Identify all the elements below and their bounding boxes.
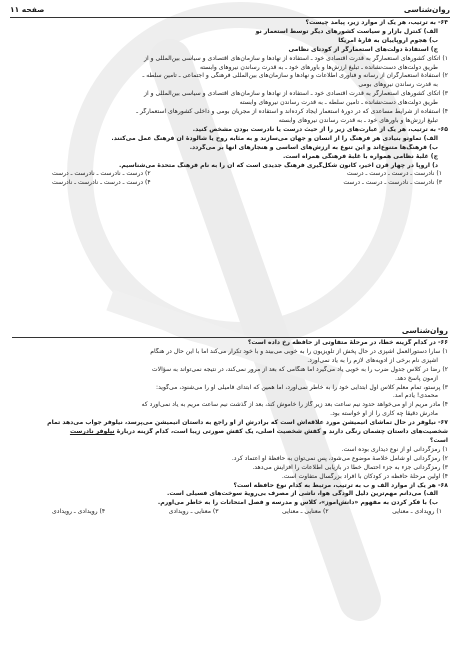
q65-item-a: الف) تماوتو بنیادی هر فرهنگ را از انسان و جهان می‌سازند و به مثابه روح یا شالودهٔ آن فرهنگ عمل می‌کنند. [111, 134, 438, 142]
questions-part2 [12, 339, 448, 517]
q65-option-4: ۴) درست ـ درست ـ نادرست ـ نادرست [52, 179, 151, 187]
q66-option-1-cont: آشپزی نام برخی از ادویه‌های لازم را به یاد نمی‌آورد. [307, 356, 438, 364]
q65-item-b: ب) فرهنگ‌ها متنوع‌اند و این تنوع به ارزش‌های اساسی و هنجارهای آنها بر می‌گردد. [189, 143, 438, 151]
q64-option-2-cont: به قدرت رساندن نیروهای بومی [358, 81, 438, 89]
question-65-stem: ۶۵- به ترتیب، هر یک از عبارت‌های زیر را از حیث درست یا نادرست بودن مشخص کنید. [192, 125, 448, 133]
q68-options-row [12, 508, 448, 517]
q64-option-2: ۲) استفادهٔ استعمارگران از رسانه و فناوری اطلاعات و نهادها و سازمان‌های بین‌المللی فرهنگی و اجتماعی ـ تأمین سلطه ـ [142, 72, 448, 80]
q64-option-1: ۱) اتکای کشورهای استعمارگر به قدرت اقتصادی خود ـ استفاده از نهادها و سازمان‌های اقتصادی و سیاسی بین‌المللی و از [144, 54, 448, 62]
q67-option-1: ۱) رمزگردانی او از نوع دیداری بوده است. [341, 445, 448, 453]
q64-item-a: الف) کنترل بازار و سیاست کشورهای دیگر توسط استعمار نو [255, 27, 438, 35]
q65-item-d: د) اروپا در چهار قرن اخیر، کانون شکل‌گیری فرهنگ جدیدی است که آن را به نام فرهنگ متحدهٔ می‌شناسیم. [119, 161, 438, 169]
question-66-stem: ۶۶- در کدام گزینه خطا، در مرحلهٔ متفاوتی از حافظه رخ داده است؟ [247, 339, 448, 346]
question-68-stem: ۶۸- هر یک از موارد الف و ب به ترتیب، مرتبط به کدام نوع حافظه است؟ [233, 481, 448, 489]
q66-option-2-cont: آزمون پاسخ دهد. [394, 374, 438, 382]
q66-option-4-cont: مادرش دقیقاً چه کاری را از او خواسته بود. [330, 410, 438, 418]
q64-option-4-cont: تبلیغ ارزش‌ها و باورهای خود ـ به قدرت رساندن نیروهای وابسته [278, 116, 438, 124]
page-header [10, 2, 450, 17]
q68-item-a: الف) می‌دانم مهم‌ترین دلیل آلودگی هوا، ناشی از مصرف بی‌رویهٔ سوخت‌های فسیلی است. [167, 490, 438, 498]
questions-part1 [12, 19, 448, 188]
q66-option-3-cont: محمدی! یادم آمد. [392, 392, 438, 400]
question-67-stem: ۶۷- نیلوفر در حال تماشای انیمیشن مورد علاقه‌اش است که برادرش از او راجع به داستان انیمیشن می‌پرسد، نیلوفر جواب می‌دهد تمام [47, 419, 448, 427]
q67-option-3: ۳) رمزگردانی جزء به جزء احتمال خطا در بازیابی اطلاعات را افزایش می‌دهد. [252, 463, 448, 471]
q65-options-row-1 [12, 170, 448, 179]
question-67-stem-end: است؟ [429, 436, 448, 444]
q65-item-c: ج) غلبهٔ نظامی همواره با غلبهٔ فرهنگی همراه است. [282, 152, 438, 160]
q65-option-1: ۱) نادرست ـ درست ـ درست ـ درست [346, 170, 442, 178]
q66-option-2: ۲) رضا در کلاس جدول ضرب را به خوبی یاد می‌گیرد اما هنگامی که بعد از مرور نمی‌کند، در نتیجه نمی‌تواند به سؤالات [151, 365, 448, 373]
q66-option-4: ۴) مادر مریم از او می‌خواهد حدود نیم ساعت بعد زیر گاز را خاموش کند، بعد از گذشت نیم ساعت مریم به یاد نمی‌آورد که [141, 401, 448, 409]
q65-option-2: ۲) درست ـ نادرست ـ نادرست ـ درست [52, 170, 151, 178]
q65-options-row-2 [12, 179, 448, 188]
q66-option-1: ۱) سارا دستورالعمل آشپزی در حال پخش از تلویزیون را به خوبی می‌بیند و با خود تکرار می‌کند اما با این حال در هنگام [150, 347, 448, 355]
q66-option-3: ۳) پرستو، تمام معلم کلاس اول ابتدایی خود را به خاطر نمی‌آورد، اما همین که ابتدای فامیلی او را می‌شنود، می‌گوید: [156, 383, 448, 391]
q67-option-4: ۴) اولین مرحلهٔ حافظه در کودکان با افراد بزرگسال متفاوت است. [281, 472, 448, 480]
q67-text: شخصیت‌های داستان چشمان رنگی دارند و کفش شخصیت اصلی، یک کفش صورتی زیبا است، کدام گزینه دربارهٔ [114, 428, 448, 436]
q67-option-2: ۲) رمزگردانی او شامل خلاصهٔ موضوع می‌شود، پس نمی‌توان به حافظهٔ او اعتماد کرد. [231, 454, 448, 462]
header-divider [10, 17, 450, 18]
q64-item-b: ب) هجوم اروپاییان به قارهٔ آمریکا [338, 36, 438, 44]
subject-title: روان‌شناسی [403, 5, 450, 14]
section-divider [12, 337, 448, 338]
q64-option-3-cont: طریق دولت‌های دست‌نشانده ـ تأمین سلطه ـ به قدرت رساندن نیروهای وابسته [239, 99, 438, 107]
q68-option-1: ۱) رویدادی ـ معنایی [392, 508, 442, 516]
q65-option-3: ۳) نادرست ـ نادرست ـ درست ـ درست [343, 179, 442, 187]
q67-underlined: نیلوفر نادرست [69, 428, 115, 436]
q64-option-4: ۴) استفاده از شرایط مساعدی که در دورهٔ استعمار ایجاد کرده‌اند و استفاده از مجریان بومی و داخلی کشورهای استعمارگر ـ [136, 108, 448, 116]
q68-option-4: ۴) رویدادی ـ رویدادی [52, 508, 106, 516]
q68-item-b: ب) با فکر کردن به مفهوم «دانش‌آموز»، کلاس و مدرسه و فصل امتحانات را به خاطر می‌آورم. [157, 499, 438, 507]
q64-option-1-cont: طریق دولت‌های دست‌نشانده ـ تبلیغ ارزش‌ها و باورهای خود ـ به قدرت رساندن نیروهای وابسته [199, 63, 438, 71]
q64-item-c: ج) استفادهٔ دولت‌های استعمارگر از کودتای نظامی [288, 45, 438, 53]
question-67-stem-cont [12, 428, 448, 437]
q68-option-3: ۳) معنایی ـ رویدادی [168, 508, 219, 516]
page-number: صفحه ۱۱ [10, 5, 45, 14]
section-title: روان‌شناسی [401, 326, 448, 335]
q64-option-3: ۳) اتکای کشورهای استعمارگر به قدرت اقتصادی خود ـ استفاده از نهادها و سازمان‌های اقتصادی و سیاسی بین‌المللی و از [144, 90, 448, 98]
question-64-stem: ۶۴- به ترتیب، هر یک از موارد زیر، پیامد چیست؟ [305, 19, 448, 26]
q68-option-2: ۲) معنایی ـ معنایی [282, 508, 329, 516]
